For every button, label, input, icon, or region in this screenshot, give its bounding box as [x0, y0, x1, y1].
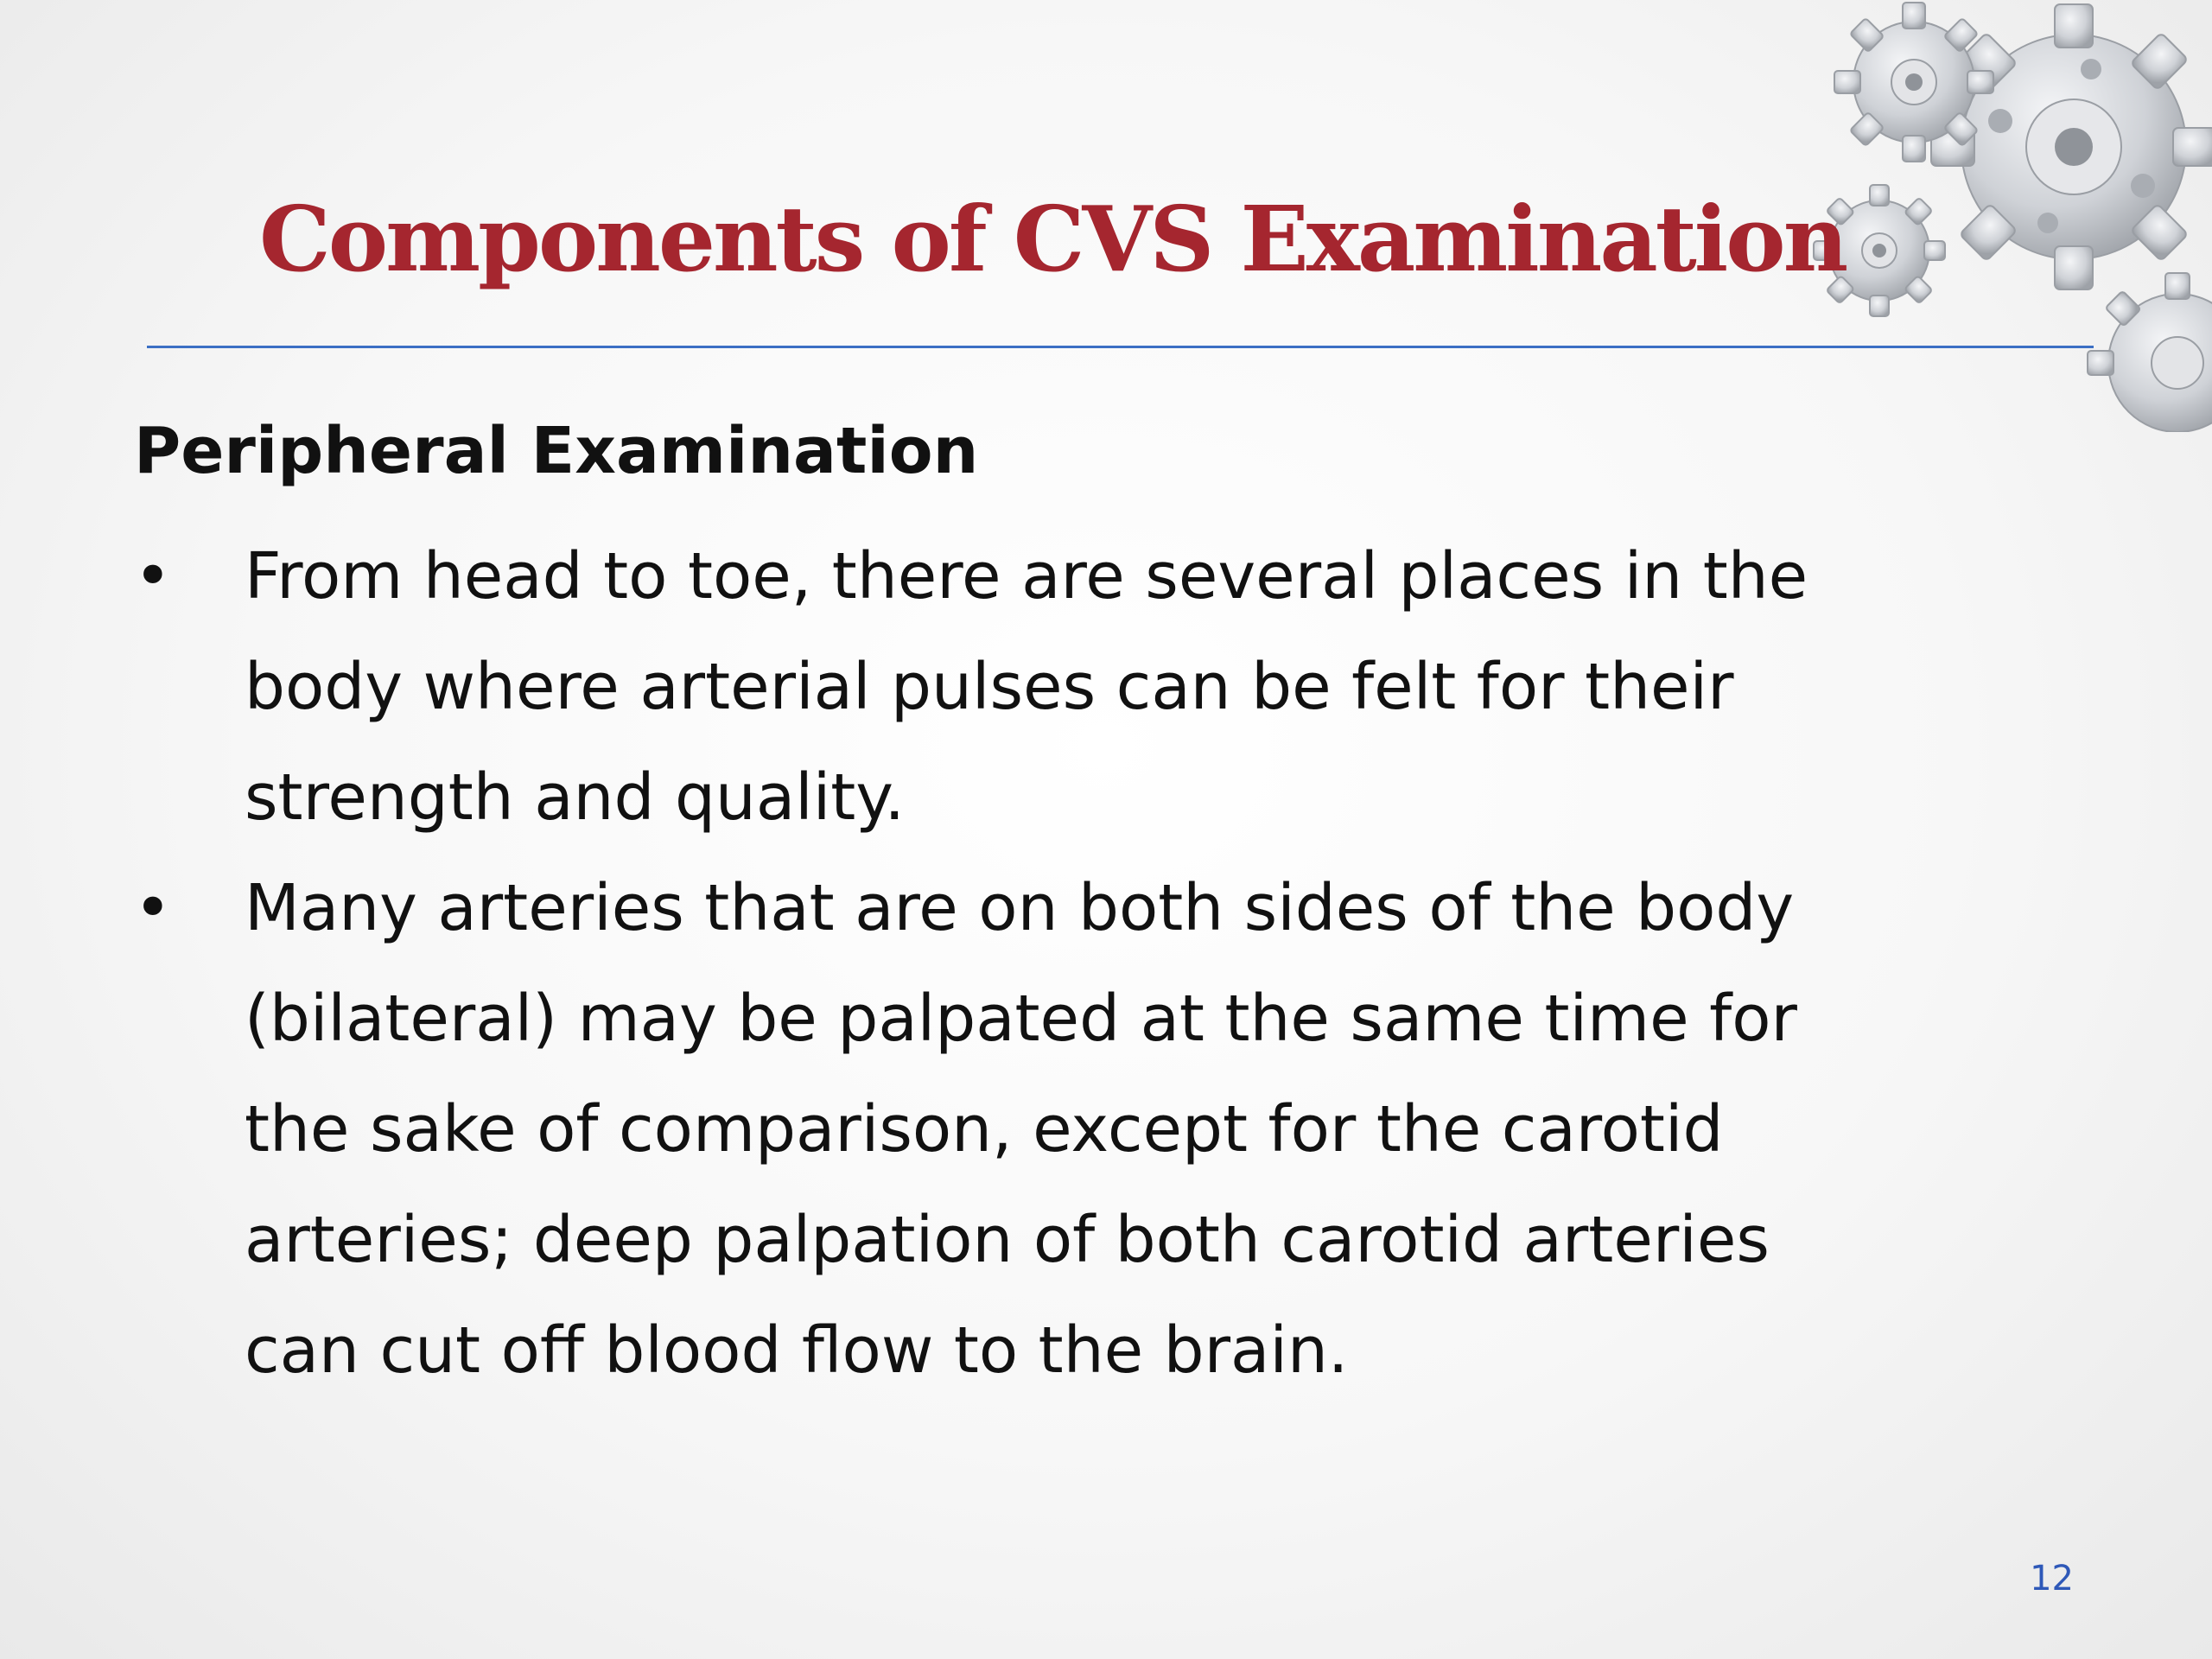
bullet-text: From head to toe, there are several places in the body where arterial pulses can be felt for their strength and quality.: [245, 539, 1808, 835]
bullet-item: [134, 521, 2095, 853]
bullet-marker: •: [134, 539, 172, 613]
bullet-item: [134, 853, 2095, 1406]
section-heading: Peripheral Examination: [134, 414, 979, 488]
title-divider: [147, 346, 2094, 348]
bullet-list: [134, 521, 2095, 1406]
page-number: 12: [2030, 1559, 2074, 1599]
bullet-marker: •: [134, 871, 172, 945]
slide-title: Components of CVS Examination: [259, 186, 1847, 292]
bullet-text: Many arteries that are on both sides of the body (bilateral) may be palpated at the same time for the sake of comparison, except for the carotid arteries; deep palpation of both carotid arteries can cut off blood flow to the brain.: [245, 871, 1797, 1388]
